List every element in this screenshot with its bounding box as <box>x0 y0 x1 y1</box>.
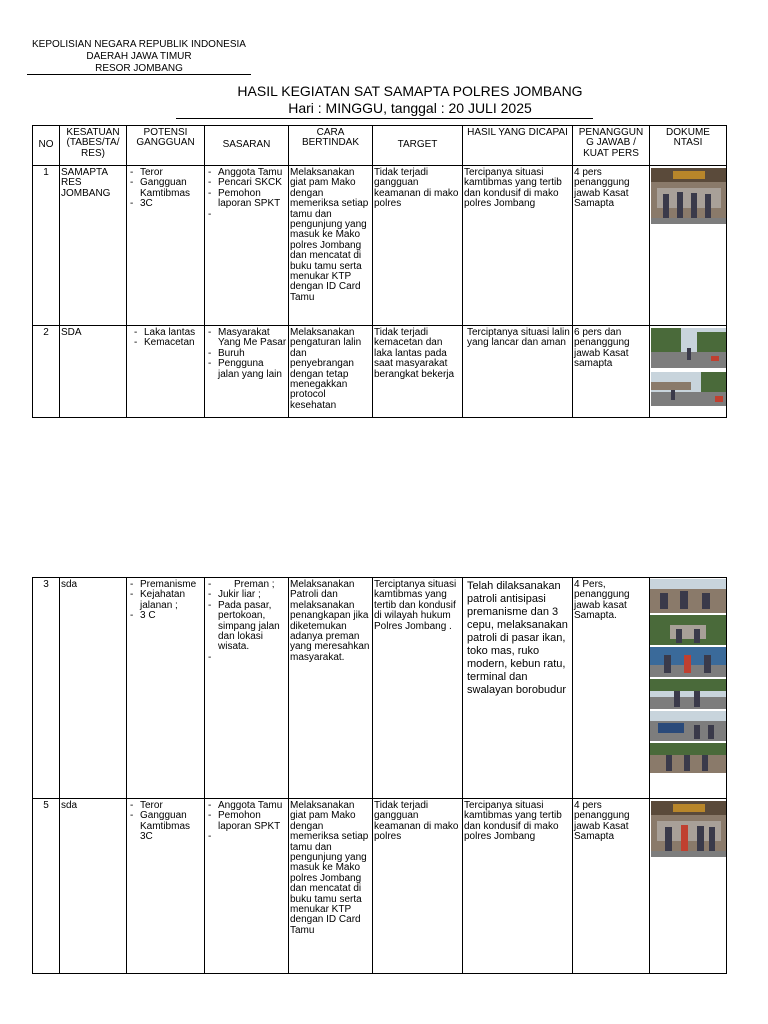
row-penanggung-jawab: 4 Pers, penanggung jawab kasat Samapta. <box>573 578 650 799</box>
row-no: 5 <box>33 799 60 974</box>
list-item: - 3C <box>128 199 203 209</box>
row-kesatuan: sda <box>60 578 127 799</box>
photo-patrol-5 <box>650 711 726 741</box>
row-no: 1 <box>33 166 60 326</box>
row-hasil: Telah dilaksanakan patroli antisipasi premanisme dan 3 cepu, melaksanakan patroli di pasar ikan, toko mas, ruko modern, kebun ratu, terminal dan swalayan borobudur <box>463 578 573 799</box>
list-item <box>206 653 287 663</box>
list-item: - Kemacetan <box>132 338 203 348</box>
col-cara: CARA BERTINDAK <box>289 126 373 166</box>
row-hasil: Terciptanya situasi lalin yang lancar dan aman <box>463 326 573 418</box>
row-potensi <box>127 578 205 799</box>
list-item: - Pencari SKCK <box>206 178 287 188</box>
row-penanggung-jawab: 4 pers penanggung jawab Kasat Samapta <box>573 166 650 326</box>
row-sasaran <box>205 578 289 799</box>
document-date: Hari : MINGGU, tanggal : 20 JULI 2025 <box>288 100 532 116</box>
row-cara-bertindak: Melaksanakan pengaturan lalin dan penyebrangan dengan tetap menegakkan protocol kesehatan <box>289 326 373 418</box>
document-title: HASIL KEGIATAN SAT SAMAPTA POLRES JOMBANG <box>237 83 583 99</box>
col-hasil: HASIL YANG DICAPAI <box>463 126 573 166</box>
row-cara-bertindak: Melaksanakan Patroli dan melaksanakan penangkapan jika diketemukan adanya preman yang meresahkan masyarakat. <box>289 578 373 799</box>
photo-patrol-1 <box>650 579 726 613</box>
row-target: Tidak terjadi gangguan keamanan di mako polres <box>373 166 463 326</box>
row-target: Tidak terjadi kemacetan dan laka lantas pada saat masyarakat berangkat bekerja <box>373 326 463 418</box>
row-potensi <box>127 326 205 418</box>
row-dokumentasi <box>650 166 727 326</box>
row-dokumentasi <box>650 326 727 418</box>
list-item: - 3 C <box>128 611 203 621</box>
org-line-1: KEPOLISIAN NEGARA REPUBLIK INDONESIA <box>32 39 246 50</box>
list-item: - Laka lantas <box>132 328 203 338</box>
photo-patrol-3 <box>650 647 726 677</box>
list-item: - Pada pasar, pertokoan, simpang jalan dan lokasi wisata. <box>206 601 287 653</box>
list-item: - Jukir liar ; <box>206 590 287 600</box>
col-penanggung-jawab: PENANGGUN G JAWAB / KUAT PERS <box>573 126 650 166</box>
row-kesatuan: SAMAPTA RES JOMBANG <box>60 166 127 326</box>
row-kesatuan: sda <box>60 799 127 974</box>
row-no: 2 <box>33 326 60 418</box>
row-cara-bertindak: Melaksanakan giat pam Mako dengan memeriksa setiap tamu dan pengunjung yang masuk ke Mako polres Jombang dan mencatat di buku tamu serta menukar KTP dengan ID Card Tamu <box>289 166 373 326</box>
row-penanggung-jawab: 6 pers dan penanggung jawab Kasat samapta <box>573 326 650 418</box>
col-target: TARGET <box>373 126 463 166</box>
table-row <box>33 799 727 974</box>
list-item: - Pemohon laporan SPKT <box>206 189 287 210</box>
photo-mako-guard-2 <box>651 801 727 857</box>
activity-table-1 <box>32 125 727 418</box>
row-no: 3 <box>33 578 60 799</box>
list-item: - Gangguan Kamtibmas <box>128 178 203 199</box>
table-row <box>33 326 727 418</box>
header-underline <box>27 74 251 75</box>
table-header-row <box>33 126 727 166</box>
list-item: - Buruh <box>206 349 287 359</box>
col-potensi: POTENSI GANGGUAN <box>127 126 205 166</box>
activity-table-2 <box>32 577 727 974</box>
list-item: - Kejahatan jalanan ; <box>128 590 203 611</box>
title-underline <box>176 118 593 119</box>
row-target: Terciptanya situasi kamtibmas yang tertib dan kondusif di wilayah hukum Polres Jombang . <box>373 578 463 799</box>
list-item: - Anggota Tamu <box>206 801 287 811</box>
list-item <box>206 832 287 842</box>
table-row <box>33 166 727 326</box>
photo-traffic-1 <box>651 328 727 368</box>
photo-patrol-6 <box>650 743 726 773</box>
photo-traffic-2 <box>651 372 727 406</box>
list-item: - Anggota Tamu <box>206 168 287 178</box>
row-hasil: Tercipanya situasi kamtibmas yang tertib dan kondusif di mako polres Jombang <box>463 166 573 326</box>
row-potensi <box>127 799 205 974</box>
list-item: - Gangguan Kamtibmas 3C <box>128 811 203 842</box>
list-item: - Pemohon laporan SPKT <box>206 811 287 832</box>
row-dokumentasi <box>650 799 727 974</box>
row-cara-bertindak: Melaksanakan giat pam Mako dengan memeriksa setiap tamu dan pengunjung yang masuk ke Mako polres Jombang dan mencatat di buku tamu serta menukar KTP dengan ID Card Tamu <box>289 799 373 974</box>
col-kesatuan: KESATUAN (TABES/TA/ RES) <box>60 126 127 166</box>
list-item: - Preman ; <box>206 580 287 590</box>
org-line-3: RESOR JOMBANG <box>95 63 183 74</box>
col-dokumentasi: DOKUME NTASI <box>650 126 727 166</box>
row-penanggung-jawab: 4 pers penanggung jawab Kasat Samapta <box>573 799 650 974</box>
row-hasil: Tercipanya situasi kamtibmas yang tertib dan kondusif di mako polres Jombang <box>463 799 573 974</box>
list-item <box>206 210 287 220</box>
list-item: - Teror <box>128 168 203 178</box>
row-potensi <box>127 166 205 326</box>
list-item: - Pengguna jalan yang lain <box>206 359 287 380</box>
row-kesatuan: SDA <box>60 326 127 418</box>
list-item: - Masyarakat Yang Me Pasar <box>206 328 287 349</box>
row-sasaran <box>205 799 289 974</box>
photo-patrol-4 <box>650 679 726 709</box>
row-sasaran <box>205 166 289 326</box>
list-item: - Premanisme <box>128 580 203 590</box>
col-no: NO <box>33 126 60 166</box>
row-sasaran <box>205 326 289 418</box>
org-line-2: DAERAH JAWA TIMUR <box>86 51 192 62</box>
table-row <box>33 578 727 799</box>
row-target: Tidak terjadi gangguan keamanan di mako polres <box>373 799 463 974</box>
col-sasaran: SASARAN <box>205 126 289 166</box>
photo-patrol-2 <box>650 615 726 645</box>
photo-mako-guard <box>651 168 727 224</box>
row-dokumentasi <box>650 578 727 799</box>
list-item: - Teror <box>128 801 203 811</box>
